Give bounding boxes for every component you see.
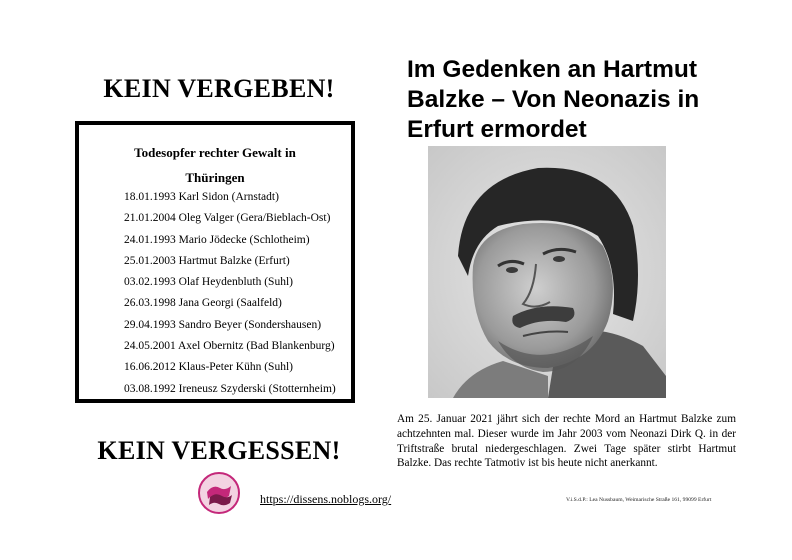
victim-item: 03.08.1992 Ireneusz Szyderski (Stotternheim) <box>124 382 336 395</box>
victim-item: 26.03.1998 Jana Georgi (Saalfeld) <box>124 297 282 310</box>
article-title: Im Gedenken an Hartmut Balzke – Von Neonazis in Erfurt ermordet <box>407 56 700 143</box>
victim-item: 21.01.2004 Oleg Valger (Gera/Bieblach-Ost) <box>124 212 331 225</box>
victim-item: 16.06.2012 Klaus-Peter Kühn (Suhl) <box>124 361 293 374</box>
box-title-line1: Todesopfer rechter Gewalt in <box>134 145 296 160</box>
victim-item: 25.01.2003 Hartmut Balzke (Erfurt) <box>124 254 290 267</box>
box-title <box>79 140 351 190</box>
victim-item: 24.05.2001 Axel Obernitz (Bad Blankenburg) <box>124 340 335 353</box>
victim-item: 24.01.1993 Mario Jödecke (Schlotheim) <box>124 233 310 246</box>
headline-kein-vergessen: KEIN VERGESSEN! <box>97 436 341 465</box>
antifa-flag-logo-icon <box>198 472 240 514</box>
portrait-photo <box>428 146 666 398</box>
victim-item: 03.02.1993 Olaf Heydenbluth (Suhl) <box>124 276 293 289</box>
imprint: V.i.S.d.P.: Lea Nussbaum, Weimarische Straße 161, 99099 Erfurt <box>566 497 712 503</box>
victim-item: 29.04.1993 Sandro Beyer (Sondershausen) <box>124 318 322 331</box>
victim-list <box>124 187 336 400</box>
box-title-line2: Thüringen <box>185 170 245 185</box>
victim-item: 18.01.1993 Karl Sidon (Arnstadt) <box>124 191 279 203</box>
article-body: Am 25. Januar 2021 jährt sich der rechte Mord an Hartmut Balzke zum achtzehnten mal. Dieser wurde im Jahr 2003 vom Neonazi Dirk Q. in der Triftstraße brutal niedergeschlagen. Zwei Tage später stirbt Hartmut Balzke. Das rechte Tatmotiv ist bis heute nicht anerkannt. <box>397 413 736 470</box>
website-link[interactable]: https://dissens.noblogs.org/ <box>260 492 392 506</box>
headline-kein-vergeben: KEIN VERGEBEN! <box>103 74 335 103</box>
victims-box <box>75 121 355 403</box>
